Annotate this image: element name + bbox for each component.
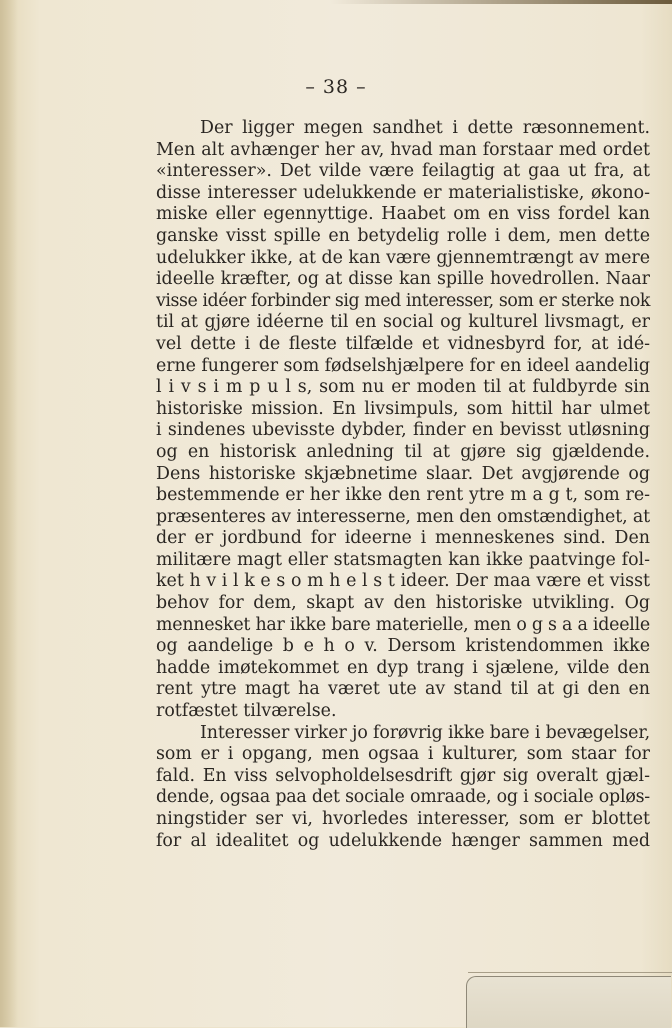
- bookmark-tab: [466, 976, 671, 1028]
- text-line: rotfæstet tilværelse.: [156, 701, 337, 722]
- body-text: [156, 118, 650, 852]
- text-line: fald. En viss selvopholdelsesdrift gjør sig overalt gjæl-: [156, 765, 650, 786]
- text-line: dende, ogsaa paa det sociale omraade, og i sociale opløs-: [156, 787, 650, 808]
- text-line: mennesket har ikke bare materielle, men o g s a a ideelle: [156, 614, 650, 635]
- text-line: bestemmende er her ikke den rent ytre m a g t, som re-: [156, 485, 650, 506]
- text-line: Men alt avhænger her av, hvad man forstaar med ordet: [156, 139, 650, 160]
- text-line: ideelle kræfter, og at disse kan spille hovedrollen. Naar: [156, 269, 650, 290]
- text-line: til at gjøre idéerne til en social og kulturel livsmagt, er: [156, 312, 650, 333]
- text-line: og aandelige b e h o v. Dersom kristendommen ikke: [156, 636, 650, 657]
- text-line: som er i opgang, men ogsaa i kulturer, som staar for: [156, 744, 650, 765]
- text-line: og en historisk anledning til at gjøre sig gjældende.: [156, 441, 650, 462]
- text-line: hadde imøtekommet en dyp trang i sjælene, vilde den: [156, 657, 650, 678]
- text-line: miske eller egennyttige. Haabet om en viss fordel kan: [156, 204, 650, 225]
- text-line: Dens historiske skjæbnetime slaar. Det avgjørende og: [156, 463, 650, 484]
- text-line: ningstider ser vi, hvorledes interesser, som er blottet: [156, 809, 650, 829]
- text-line: ket h v i l k e s o m h e l s t ideer. Der maa være et visst: [156, 571, 650, 592]
- page-binding-shadow: [0, 0, 18, 1027]
- text-line: visse idéer forbinder sig med interesser, som er sterke nok: [156, 290, 650, 311]
- text-line: i sindenes ubevisste dybder, finder en bevisst utløsning: [156, 420, 650, 441]
- text-line: præsenteres av interesserne, men den omstændighet, at: [156, 506, 650, 527]
- text-line: for al idealitet og udelukkende hænger sammen med: [156, 830, 650, 851]
- text-line: behov for dem, skapt av den historiske utvikling. Og: [156, 593, 650, 614]
- text-line: der er jordbund for ideerne i menneskenes sind. Den: [156, 528, 650, 549]
- text-line: udelukker ikke, at de kan være gjennemtrængt av mere: [156, 247, 650, 268]
- paragraph-2: [156, 723, 650, 853]
- page-top-edge: [330, 0, 672, 4]
- text-line: ganske visst spille en betydelig rolle i dem, men dette: [156, 225, 650, 246]
- text-line: historiske mission. En livsimpuls, som hittil har ulmet: [156, 398, 650, 419]
- paragraph-1: [156, 118, 650, 723]
- text-line: Interesser virker jo forøvrig ikke bare i bevægelser,: [200, 722, 651, 743]
- page-number: – 38 –: [305, 76, 367, 98]
- text-line: vel dette i de fleste tilfælde et vidnesbyrd for, at idé-: [156, 333, 650, 354]
- text-line: erne fungerer som fødselshjælpere for en ideel aandelig: [156, 355, 650, 376]
- text-line: disse interesser udelukkende er materialistiske, økono-: [156, 182, 650, 203]
- text-line: militære magt eller statsmagten kan ikke paatvinge fol-: [156, 549, 650, 570]
- text-line: l i v s i m p u l s, som nu er moden til at fuldbyrde sin: [156, 377, 650, 398]
- text-line: «interesser». Det vilde være feilagtig at gaa ut fra, at: [156, 161, 650, 182]
- text-line: Der ligger megen sandhet i dette ræsonnement.: [200, 118, 650, 138]
- text-line: rent ytre magt ha været ute av stand til at gi den en: [156, 679, 650, 700]
- underlying-page-edge: [468, 972, 672, 973]
